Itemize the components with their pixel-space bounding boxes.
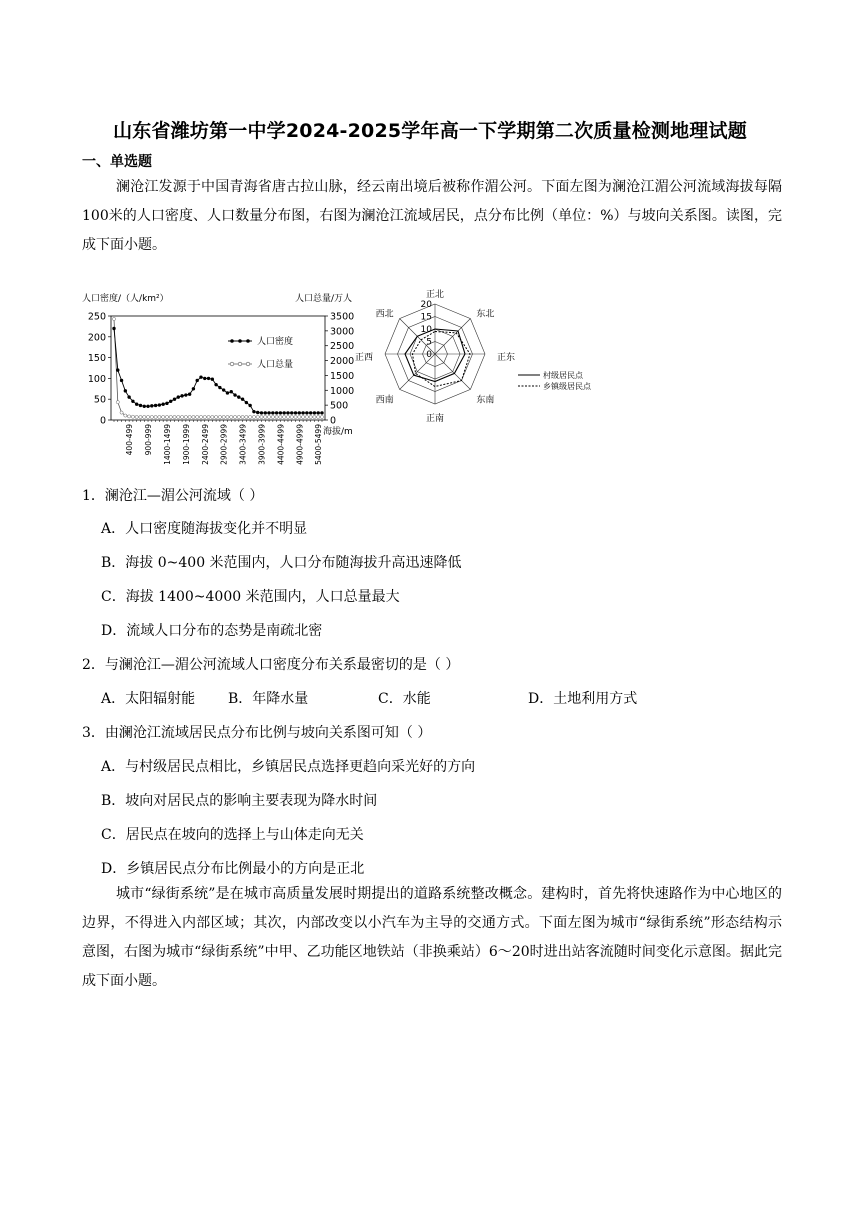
density-point [241, 398, 244, 401]
total-point [173, 415, 176, 418]
density-point [313, 411, 316, 414]
right-tick-label: 3000 [330, 326, 355, 338]
x-tick-label: 4900-4999 [295, 424, 305, 465]
total-point [290, 415, 293, 418]
density-point [271, 411, 274, 414]
x-tick-label: 1900-1999 [181, 424, 191, 465]
density-point [317, 411, 320, 414]
legend-total-label: 人口总量 [257, 360, 294, 370]
x-tick-label: 1400-1499 [162, 424, 172, 465]
density-point [218, 386, 221, 389]
total-point [188, 415, 191, 418]
right-axis-title: 人口总量/万人 [295, 294, 353, 304]
density-point [150, 404, 153, 407]
total-point [320, 415, 323, 418]
density-point [275, 411, 278, 414]
total-point [313, 415, 316, 418]
total-point [279, 415, 282, 418]
right-tick-label: 3500 [330, 311, 355, 323]
total-point [298, 415, 301, 418]
total-point [305, 415, 308, 418]
density-point [177, 395, 180, 398]
direction-label: 东北 [476, 309, 495, 320]
density-point [320, 411, 323, 414]
total-point [154, 415, 157, 418]
question-3-option-d: D．乡镇居民点分布比例最小的方向是正北 [101, 861, 365, 877]
total-point [275, 415, 278, 418]
density-point [143, 405, 146, 408]
density-point [192, 387, 195, 390]
density-point [165, 402, 168, 405]
density-point [120, 379, 123, 382]
radar-tick-label: 20 [420, 300, 432, 310]
right-tick-label: 1000 [330, 385, 355, 397]
density-point [264, 411, 267, 414]
total-point [135, 415, 138, 418]
question-1-option-d: D．流域人口分布的态势是南疏北密 [101, 623, 323, 639]
density-point [135, 402, 138, 405]
total-point [271, 415, 274, 418]
total-point [252, 415, 255, 418]
density-point [169, 400, 172, 403]
density-point [237, 395, 240, 398]
total-point [267, 415, 270, 418]
right-tick-label: 0 [330, 415, 337, 427]
total-point [177, 415, 180, 418]
total-point [112, 317, 115, 320]
density-point [252, 410, 255, 413]
x-tick-label: 3900-3999 [257, 424, 267, 465]
density-point [211, 378, 214, 381]
density-point [256, 411, 259, 414]
total-point [192, 415, 195, 418]
slope-aspect-radar-chart [354, 283, 618, 424]
density-point [214, 383, 217, 386]
total-point [169, 415, 172, 418]
total-point [256, 415, 259, 418]
right-tick-label: 2000 [330, 356, 355, 368]
question-2-option-d: D．土地利用方式 [528, 691, 638, 707]
density-point [298, 411, 301, 414]
total-point [230, 415, 233, 418]
legend-village-label: 村级居民点 [543, 371, 583, 380]
density-point [290, 411, 293, 414]
total-point [124, 414, 127, 417]
left-tick-label: 150 [87, 353, 106, 365]
total-point [128, 415, 131, 418]
density-point [112, 327, 115, 330]
density-point [309, 411, 312, 414]
total-point [203, 415, 206, 418]
total-point [241, 415, 244, 418]
direction-label: 西北 [375, 309, 394, 320]
total-point [215, 415, 218, 418]
total-point [222, 415, 225, 418]
direction-label: 正东 [497, 353, 516, 363]
question-2-option-b: B．年降水量 [228, 691, 309, 707]
series-town-line [413, 332, 471, 387]
elevation-population-chart [80, 285, 365, 465]
section-heading: 一、单选题 [82, 154, 152, 170]
density-point [245, 401, 248, 404]
density-point [161, 402, 164, 405]
left-tick-label: 0 [99, 415, 106, 427]
question-2-option-a: A．太阳辐射能 [101, 691, 196, 707]
total-point [199, 415, 202, 418]
total-point [143, 415, 146, 418]
density-point [305, 411, 308, 414]
x-tick-label: 2400-2499 [200, 424, 210, 465]
density-point [207, 377, 210, 380]
density-point [127, 395, 130, 398]
density-point [139, 404, 142, 407]
total-point [158, 415, 161, 418]
density-point [226, 391, 229, 394]
density-point [267, 411, 270, 414]
x-tick-label: 3400-3499 [238, 424, 248, 465]
density-point [233, 393, 236, 396]
total-point [283, 415, 286, 418]
legend-town-label: 乡镇级居民点 [543, 382, 591, 391]
left-tick-label: 200 [87, 332, 106, 344]
question-3-option-c: C．居民点在坡向的选择上与山体走向无关 [101, 827, 364, 843]
total-point [162, 415, 165, 418]
density-point [222, 388, 225, 391]
right-tick-label: 1500 [330, 370, 355, 382]
total-point [249, 415, 252, 418]
radar-tick-label: 15 [420, 312, 432, 323]
question-3-option-a: A．与村级居民点相比，乡镇居民点选择更趋向采光好的方向 [101, 759, 476, 775]
page-title: 山东省潍坊第一中学2024-2025学年高一下学期第二次质量检测地理试题 [113, 120, 747, 142]
x-tick-label: 4400-4499 [276, 424, 286, 465]
density-point [279, 411, 282, 414]
x-tick-label: 900-999 [144, 424, 154, 456]
total-point [233, 415, 236, 418]
total-point [286, 415, 289, 418]
right-tick-label: 500 [330, 400, 349, 412]
x-tick-label: 400-499 [125, 424, 135, 456]
density-point [282, 411, 285, 414]
total-point [150, 415, 153, 418]
question-1-option-c: C．海拔 1400~4000 米范围内，人口总量最大 [101, 589, 400, 605]
density-point [188, 393, 191, 396]
question-1-stem: 1．澜沧江—湄公河流域（ ） [82, 488, 264, 504]
density-point [203, 377, 206, 380]
total-point [184, 415, 187, 418]
total-point [309, 415, 312, 418]
total-point [264, 415, 267, 418]
radar-tick-label: 0 [426, 350, 432, 360]
direction-label: 正西 [354, 353, 373, 363]
question-1-option-b: B．海拔 0~400 米范围内，人口分布随海拔升高迅速降低 [101, 555, 462, 571]
radar-tick-label: 10 [420, 325, 432, 335]
density-point [196, 379, 199, 382]
density-point [158, 403, 161, 406]
question-3-stem: 3．由澜沧江流域居民点分布比例与坡向关系图可知（ ） [82, 725, 432, 741]
total-point [301, 415, 304, 418]
left-tick-label: 100 [87, 373, 106, 385]
density-point [294, 411, 297, 414]
density-point [180, 394, 183, 397]
radar-tick-label: 5 [426, 337, 432, 348]
total-point [196, 415, 199, 418]
question-2-option-c: C．水能 [378, 691, 431, 707]
density-point [131, 400, 134, 403]
direction-label: 西南 [375, 395, 394, 406]
total-point [131, 415, 134, 418]
total-point [139, 415, 142, 418]
question-1-option-a: A．人口密度随海拔变化并不明显 [101, 521, 308, 537]
density-point [146, 405, 149, 408]
passage-2: 城市“绿街系统”是在城市高质量发展时期提出的道路系统整改概念。建构时，首先将快速路作为中心地区的边界，不得进入内部区域；其次，内部改变以小汽车为主导的交通方式。下面左图为城市“绿街系统”形态结构示意图，右图为城市“绿街系统”中甲、乙功能区地铁站（非换乘站）6～20时进出站客流随时间变化示意图。据此完成下面小题。 [82, 886, 782, 989]
total-point [146, 415, 149, 418]
density-point [173, 398, 176, 401]
total-point [207, 415, 210, 418]
total-point [116, 401, 119, 404]
density-point [230, 390, 233, 393]
density-point [301, 411, 304, 414]
direction-label: 正南 [425, 414, 445, 424]
total-point [218, 415, 221, 418]
total-point [245, 415, 248, 418]
density-point [116, 368, 119, 371]
total-point [260, 415, 263, 418]
total-point [317, 415, 320, 418]
total-point [294, 415, 297, 418]
right-tick-label: 2500 [330, 341, 355, 353]
total-point [237, 415, 240, 418]
density-point [154, 404, 157, 407]
total-point [180, 415, 183, 418]
legend-density-label: 人口密度 [257, 337, 294, 347]
density-point [199, 375, 202, 378]
total-point [120, 411, 123, 414]
density-point [124, 389, 127, 392]
total-point [226, 415, 229, 418]
density-point [286, 411, 289, 414]
x-axis-title: 海拔/m [323, 427, 353, 437]
x-tick-label: 2900-2999 [219, 424, 229, 465]
total-point [165, 415, 168, 418]
direction-label: 东南 [476, 395, 495, 406]
direction-label: 正北 [425, 290, 445, 300]
passage-1: 澜沧江发源于中国青海省唐古拉山脉，经云南出境后被称作湄公河。下面左图为澜沧江湄公河流域海拔每隔100米的人口密度、人口数量分布图，右图为澜沧江流域居民，点分布比例（单位：%）与坡向关系图。读图，完成下面小题。 [82, 179, 782, 253]
x-tick-label: 5400-5499 [314, 424, 324, 465]
question-3-option-b: B．坡向对居民点的影响主要表现为降水时间 [101, 793, 378, 809]
question-2-stem: 2．与澜沧江—湄公河流域人口密度分布关系最密切的是（ ） [82, 657, 460, 673]
total-point [211, 415, 214, 418]
density-point [260, 411, 263, 414]
left-tick-label: 250 [87, 311, 106, 323]
left-axis-title: 人口密度/（人/km²） [82, 294, 169, 304]
density-point [248, 404, 251, 407]
density-point [184, 393, 187, 396]
left-tick-label: 50 [93, 394, 106, 406]
